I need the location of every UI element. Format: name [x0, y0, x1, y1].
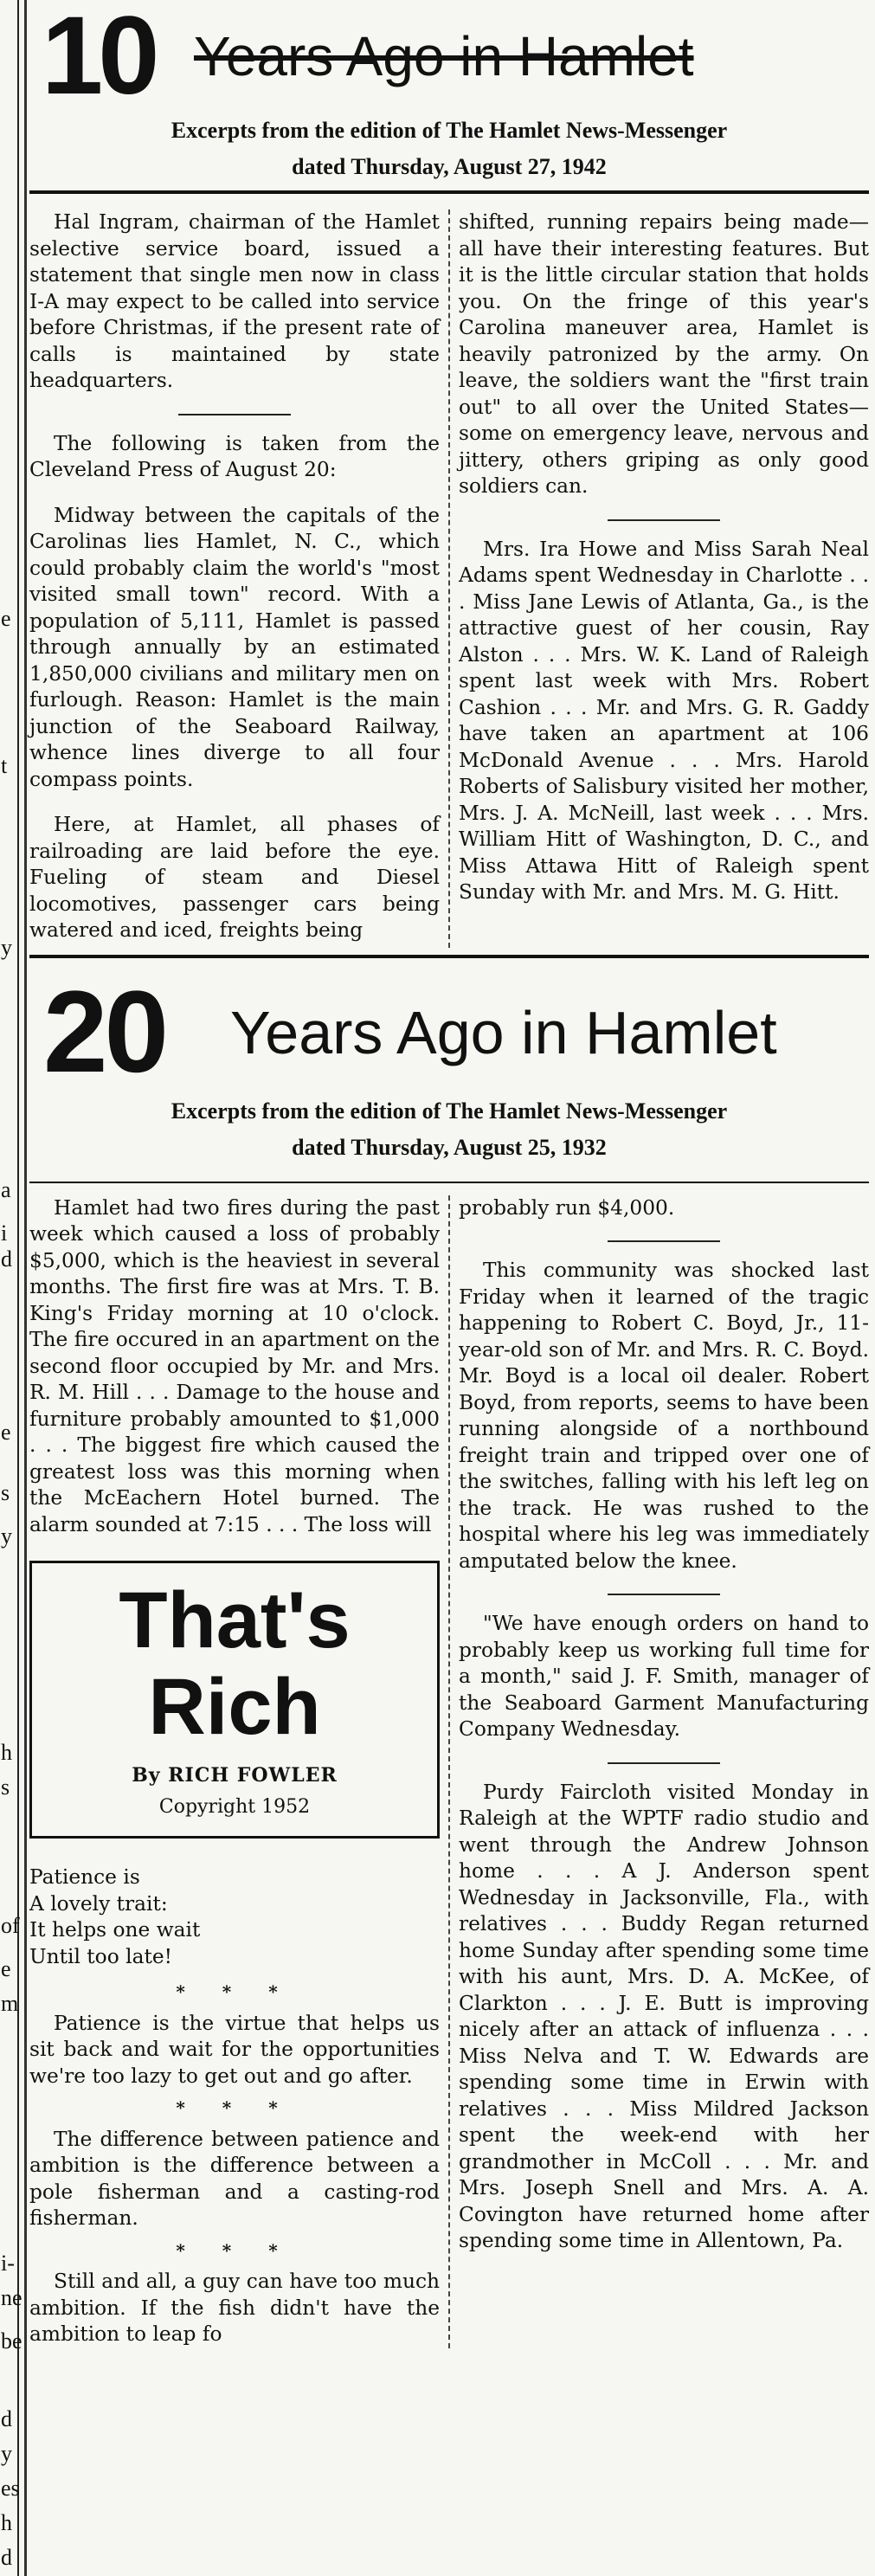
edge-fragment: h — [1, 1740, 12, 1765]
edge-fragment: t — [1, 753, 8, 778]
article-paragraph: Here, at Hamlet, all phases of railroading are laid before the eye. Fueling of steam and Diesel locomotives, passenger cars being watered and iced, freights being — [29, 813, 440, 942]
left-edge-strip — [0, 0, 23, 2576]
stars-divider: * * * — [176, 2097, 293, 2118]
divider — [608, 519, 720, 521]
newspaper-page — [29, 0, 869, 2348]
poem-line: Patience is — [29, 1865, 140, 1889]
edge-fragment: y — [1, 2441, 12, 2466]
section-20-body — [29, 1195, 869, 2348]
section-10-subtitle-source: Excerpts from the edition of The Hamlet News-Messenger — [170, 118, 728, 143]
divider — [29, 955, 869, 958]
edge-fragment: m — [1, 1991, 19, 2016]
edge-fragment: es — [1, 2476, 20, 2501]
section-20-subtitle-date: dated Thursday, August 25, 1932 — [292, 1134, 607, 1160]
edge-fragment: d — [1, 1246, 12, 1272]
column-paragraph: Patience is the virtue that helps us sit back and wait for the opportunities we're too lazy to get out and go after. — [29, 2011, 440, 2088]
edge-fragment: d — [1, 2406, 12, 2431]
divider — [29, 1182, 869, 1183]
column-paragraph: The difference between patience and ambition is the difference between a pole fisherman and a casting-rod fisherman. — [29, 2127, 440, 2230]
article-paragraph: The following is taken from the Cleveland Press of August 20: — [29, 431, 440, 481]
edge-fragment: s — [1, 1774, 10, 1800]
article-paragraph: shifted, running repairs being made—all have their interesting features. But it is the little circular station that holds you. On the fringe of this year's Carolina maneuver area, Hamlet is heavily patronized by the army. On leave, the soldiers want the "first train out" to all over the United States—some on emergency leave, nervous and jittery, others griping as only good soldiers can. — [459, 210, 869, 498]
poem-line: It helps one wait — [29, 1918, 201, 1942]
edge-fragment: i- — [1, 2251, 15, 2276]
edge-fragment: of — [1, 1913, 20, 1938]
social-notes: Purdy Faircloth visited Monday in Raleigh at the WPTF radio studio and went through the Andrew Johnson home . . . A J. Anderson spent Wednesday in Jacksonville, Fla., with relatives . . . Buddy Regan returned home Sunday after spending some time with his aunt, Mrs. D. A. McKee, of Clarkton . . . J. E. Butt is improving nicely after an attack of influenza . . . Miss Nelva and T. W. Edwards are spending some time in Erwin with relatives . . . Miss Mildred Jackson spent the week-end with her grandmother in McColl . . . Mr. and Mrs. Joseph Snell and Mrs. A. A. Covington have returned home after spending some time in Allentown, Pa. — [459, 1780, 869, 2252]
section-20-subtitle-source: Excerpts from the edition of The Hamlet News-Messenger — [170, 1098, 728, 1124]
section-20-title: Years Ago in Hamlet — [230, 998, 777, 1066]
edge-fragment: e — [1, 1420, 11, 1445]
divider — [608, 1594, 720, 1595]
stars-divider: * * * — [176, 1981, 293, 2002]
social-notes: Mrs. Ira Howe and Miss Sarah Neal Adams spent Wednesday in Charlotte . . . Miss Jane Lewis of Atlanta, Ga., is the attractive guest of her cousin, Ray Alston . . . Mrs. W. K. Land of Raleigh spent last week with Mrs. Robert Cashion . . . Mr. and Mrs. G. R. Gaddy have taken an apartment at 106 McDonald Avenue . . . Mrs. Harold Roberts of Salisbury visited her mother, Mrs. J. A. McNeill, last week . . . Mrs. William Hitt of Washington, D. C., and Miss Attawa Hitt of Raleigh spent Sunday with Mr. and Mrs. M. G. Hitt. — [459, 537, 869, 904]
column-rule — [24, 0, 27, 2576]
section-20-header — [29, 963, 869, 1097]
thats-rich-masthead — [29, 1561, 440, 1839]
article-paragraph: Hal Ingram, chairman of the Hamlet selective service board, issued a statement that single men now in class I-A may expect to be called into service before Christmas, if the present rate of calls is maintained by state headquarters. — [29, 210, 440, 392]
article-paragraph: This community was shocked last Friday when it learned of the tragic happening to Robert C. Boyd, Jr., 11-year-old son of Mr. and Mrs. R. C. Boyd. Mr. Boyd is a local oil dealer. Robert Boyd, from reports, seems to have been running alongside of a northbound freight train and tripped over one of the switches, falling with his left leg on the track. He was rushed to the hospital where his leg was immediately amputated below the knee. — [459, 1259, 869, 1573]
edge-fragment: s — [1, 1480, 10, 1505]
article-paragraph: probably run $4,000. — [459, 1195, 675, 1220]
column-title: That's Rich — [119, 1576, 351, 1751]
poem-line: A lovely trait: — [29, 1891, 168, 1916]
edge-fragment: a — [1, 1177, 11, 1202]
section-10-left-column — [29, 209, 450, 948]
edge-fragment: h — [1, 2510, 12, 2535]
section-20-right-column — [450, 1195, 869, 2348]
edge-fragment: y — [1, 1523, 12, 1549]
poem — [29, 1864, 440, 1970]
section-10-number: 10 — [42, 0, 155, 118]
section-10-title: Years Ago in Hamlet — [194, 25, 694, 87]
column-paragraph: Still and all, a guy can have too much ambition. If the fish didn't have the ambition to leap fo — [29, 2270, 440, 2346]
edge-fragment: ne — [1, 2285, 23, 2310]
stars-divider: * * * — [176, 2239, 293, 2261]
column-copyright: Copyright 1952 — [158, 1795, 311, 1818]
edge-fragment: y — [1, 935, 12, 960]
section-10-right-column — [450, 209, 869, 948]
edge-fragment: e — [1, 606, 11, 631]
column-byline: By RICH FOWLER — [132, 1764, 338, 1787]
divider — [178, 414, 291, 415]
divider — [29, 190, 869, 194]
section-10-body — [29, 209, 869, 948]
edge-fragment: e — [1, 1956, 11, 1981]
divider — [608, 1240, 720, 1242]
section-20-left-column — [29, 1195, 450, 2348]
divider — [608, 1762, 720, 1764]
edge-fragment: d — [1, 2545, 12, 2570]
article-paragraph: Hamlet had two fires during the past week which caused a loss of probably $5,000, which is the heaviest in several months. The first fire was at Mrs. T. B. King's Friday morning at 10 o'clock. The fire occured in an apartment on the second floor occupied by Mr. and Mrs. R. M. Hill . . . Damage to the house and furniture probably amounted to $1,000 . . . The biggest fire which caused the greatest loss was this morning when the McEachern Hotel burned. The alarm sounded at 7:15 . . . The loss will — [29, 1195, 440, 1536]
poem-line: Until too late! — [29, 1944, 172, 1968]
section-20-number: 20 — [43, 967, 166, 1097]
article-paragraph: Midway between the capitals of the Carolinas lies Hamlet, N. C., which could probably claim the world's "most visited small town" record. With a population of 5,111, Hamlet is passed through annually by an estimated 1,850,000 civilians and military men on furlough. Reason: Hamlet is the main junction of the Seaboard Railway, whence lines diverge to all four compass points. — [29, 503, 440, 791]
section-10-subtitle-date: dated Thursday, August 27, 1942 — [292, 154, 607, 179]
edge-fragment: i — [1, 1220, 8, 1246]
article-paragraph: "We have enough orders on hand to probably keep us working full time for a month," said J. F. Smith, manager of the Seaboard Garment Manufacturing Company Wednesday. — [459, 1612, 869, 1741]
section-10-header — [29, 0, 869, 118]
edge-fragment: be — [1, 2328, 23, 2354]
